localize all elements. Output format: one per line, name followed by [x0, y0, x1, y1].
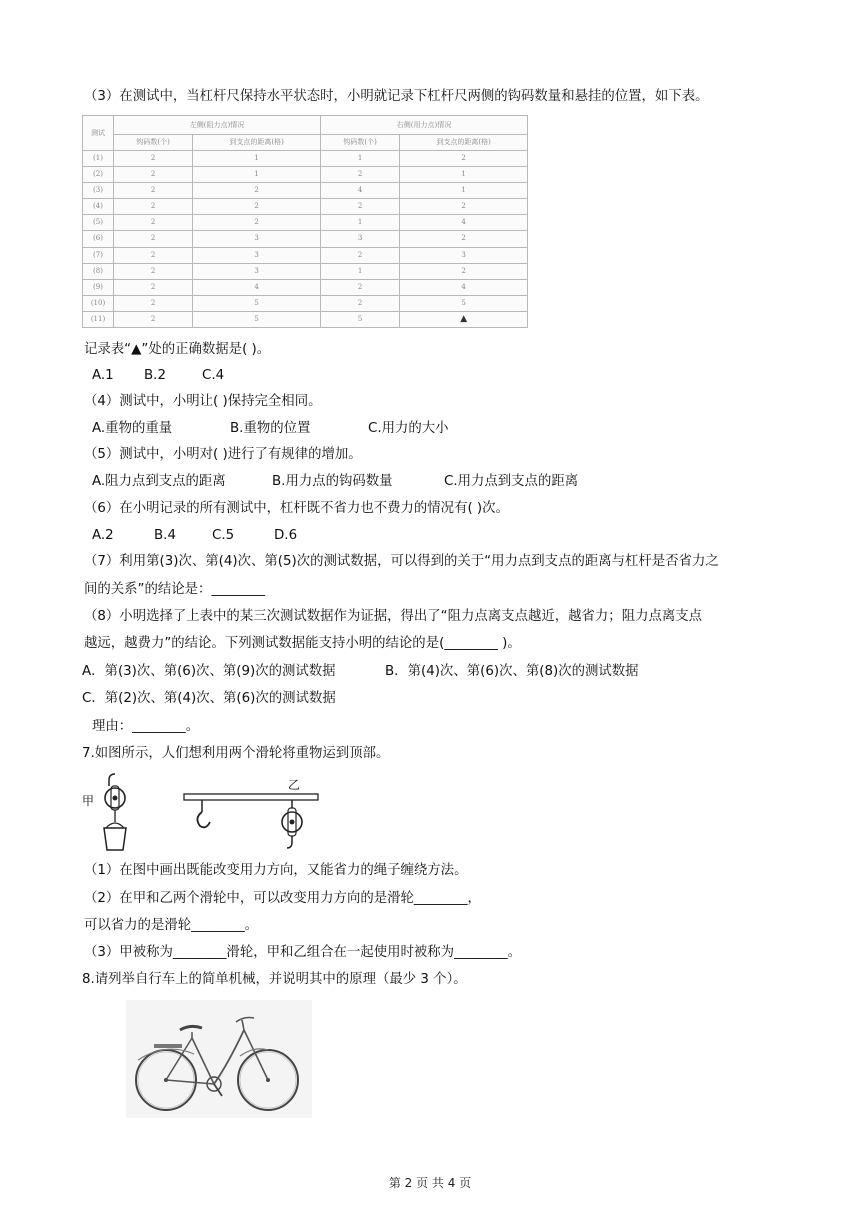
sub-header: 到支点的距离(格)	[193, 135, 321, 151]
option-d[interactable]: D.6	[274, 528, 298, 543]
q4-question: （4）测试中，小明让( )保持完全相同。	[84, 394, 322, 409]
table-cell: 2	[193, 199, 321, 215]
pulley-jia-icon	[82, 772, 142, 854]
table-cell: 4	[320, 183, 399, 199]
table-cell: 2	[400, 231, 528, 247]
table-row	[83, 247, 528, 263]
table-cell: 2	[320, 247, 399, 263]
table-cell: 2	[114, 215, 193, 231]
table-cell: 5	[320, 311, 399, 327]
table-cell: (8)	[83, 263, 114, 279]
problem7-part2a: （2）在甲和乙两个滑轮中，可以改变用力方向的是滑轮________，	[84, 891, 481, 906]
q7-text-line1: （7）利用第(3)次、第(4)次、第(5)次的测试数据，可以得到的关于“用力点到支点的距离与杠杆是否省力之	[84, 554, 719, 569]
q8-option-b[interactable]: B．第(4)次、第(6)次、第(8)次的测试数据	[385, 664, 639, 679]
problem7-title: 7.如图所示，人们想利用两个滑轮将重物运到顶部。	[82, 746, 390, 761]
table-cell: 5	[193, 311, 321, 327]
q4-options	[92, 420, 449, 438]
table-cell: 2	[320, 295, 399, 311]
sub-header: 钩码数(个)	[114, 135, 193, 151]
q8-text-line1: （8）小明选择了上表中的某三次测试数据作为证据，得出了“阻力点离支点越近，越省力；阻力点离支点	[84, 609, 703, 624]
option-a[interactable]: A.重物的重量	[92, 421, 173, 436]
table-cell: (3)	[83, 183, 114, 199]
table-cell: 1	[193, 167, 321, 183]
option-c[interactable]: C.5	[212, 528, 235, 543]
table-cell: (11)	[83, 311, 114, 327]
table-cell: 1	[320, 215, 399, 231]
table-cell: (4)	[83, 199, 114, 215]
problem7-part2b: 可以省力的是滑轮________。	[84, 918, 259, 933]
label-jia: 甲	[82, 794, 95, 808]
table-cell: (5)	[83, 215, 114, 231]
table-cell: 2	[193, 183, 321, 199]
table-row	[83, 183, 528, 199]
bicycle-image	[126, 1000, 312, 1118]
problem7-part1: （1）在图中画出既能改变用力方向，又能省力的绳子缠绕方法。	[84, 863, 468, 878]
table-cell: 4	[193, 279, 321, 295]
table-cell: 3	[400, 247, 528, 263]
q8-option-a[interactable]: A．第(3)次、第(6)次、第(9)次的测试数据	[82, 664, 336, 679]
q8-text-line2: 越远，越费力”的结论。下列测试数据能支持小明的结论的是(________ )。	[84, 636, 521, 651]
option-b[interactable]: B.4	[154, 528, 176, 543]
table-cell: 2	[320, 199, 399, 215]
lever-data-table	[82, 115, 528, 328]
option-b[interactable]: B.重物的位置	[230, 421, 311, 436]
sub-header: 到支点的距离(格)	[400, 135, 528, 151]
left-group-header: 左侧(阻力点)情况	[114, 116, 321, 135]
sub-header: 钩码数(个)	[320, 135, 399, 151]
table-cell: 1	[320, 151, 399, 167]
q5-question: （5）测试中，小明对( )进行了有规律的增加。	[84, 447, 362, 462]
table-cell: 1	[320, 263, 399, 279]
table-row	[83, 231, 528, 247]
table-row	[83, 311, 528, 327]
movable-pulley-figure	[180, 772, 330, 856]
table-row	[83, 199, 528, 215]
table-cell: 3	[193, 231, 321, 247]
table-cell: 4	[400, 279, 528, 295]
table-cell: 2	[114, 183, 193, 199]
bicycle-icon	[126, 1000, 312, 1118]
triangle-marker: ▲	[400, 311, 528, 327]
table-cell: 3	[320, 231, 399, 247]
pulley-yi-icon	[180, 772, 330, 856]
problem8-title: 8.请列举自行车上的简单机械，并说明其中的原理（最少 3 个）。	[82, 972, 467, 987]
right-group-header: 右侧(用力点)情况	[320, 116, 527, 135]
table-cell: 2	[114, 199, 193, 215]
table-cell: 2	[114, 151, 193, 167]
option-a[interactable]: A.阻力点到支点的距离	[92, 474, 226, 489]
table-cell: 2	[114, 247, 193, 263]
table-cell: 1	[193, 151, 321, 167]
q7-text-line2: 间的关系”的结论是：________	[84, 582, 266, 597]
table-cell: 2	[114, 231, 193, 247]
option-c[interactable]: C.用力点到支点的距离	[444, 474, 579, 489]
table-row	[83, 167, 528, 183]
table-cell: 2	[400, 199, 528, 215]
table-cell: 5	[400, 295, 528, 311]
table-row	[83, 215, 528, 231]
table-cell: (6)	[83, 231, 114, 247]
table-row	[83, 151, 528, 167]
option-b[interactable]: B.用力点的钩码数量	[272, 474, 393, 489]
fixed-pulley-figure	[82, 772, 142, 854]
table-cell: 3	[193, 247, 321, 263]
page-footer: 第 2 页 共 4 页	[388, 1176, 472, 1190]
q6-options	[92, 527, 297, 545]
table-cell: 2	[193, 215, 321, 231]
table-cell: (9)	[83, 279, 114, 295]
table-cell: (2)	[83, 167, 114, 183]
table-cell: 5	[193, 295, 321, 311]
q8-reason: 理由：________。	[92, 719, 200, 734]
table-row	[83, 279, 528, 295]
table-cell: 2	[114, 167, 193, 183]
q6-question: （6）在小明记录的所有测试中，杠杆既不省力也不费力的情况有( )次。	[84, 501, 509, 516]
table-cell: (1)	[83, 151, 114, 167]
table-cell: 2	[400, 151, 528, 167]
q5-options	[92, 473, 578, 491]
table-cell: 2	[114, 311, 193, 327]
option-c[interactable]: C.用力的大小	[368, 421, 449, 436]
table-cell: 2	[114, 263, 193, 279]
q3-question: 记录表“▲”处的正确数据是( )。	[84, 342, 271, 357]
table-row	[83, 263, 528, 279]
table-cell: 2	[114, 279, 193, 295]
table-cell: 1	[400, 167, 528, 183]
table-cell: 1	[400, 183, 528, 199]
option-c[interactable]: C.4	[202, 368, 225, 383]
table-row	[83, 295, 528, 311]
table-cell: (10)	[83, 295, 114, 311]
q3-intro: （3）在测试中，当杠杆尺保持水平状态时，小明就记录下杠杆尺两侧的钩码数量和悬挂的位置，如下表。	[84, 89, 709, 104]
option-b[interactable]: B.2	[144, 368, 166, 383]
problem7-part3: （3）甲被称为________滑轮，甲和乙组合在一起使用时被称为________。	[84, 945, 522, 960]
table-cell: 2	[114, 295, 193, 311]
q8-option-c[interactable]: C．第(2)次、第(4)次、第(6)次的测试数据	[82, 691, 336, 706]
table-cell: 4	[400, 215, 528, 231]
q3-options	[92, 367, 224, 385]
col-test-header: 测试	[83, 116, 114, 151]
table-cell: 2	[320, 279, 399, 295]
table-cell: 3	[193, 263, 321, 279]
option-a[interactable]: A.1	[92, 368, 114, 383]
table-cell: 2	[320, 167, 399, 183]
table-cell: 2	[400, 263, 528, 279]
option-a[interactable]: A.2	[92, 528, 114, 543]
table-cell: (7)	[83, 247, 114, 263]
label-yi: 乙	[288, 778, 301, 792]
